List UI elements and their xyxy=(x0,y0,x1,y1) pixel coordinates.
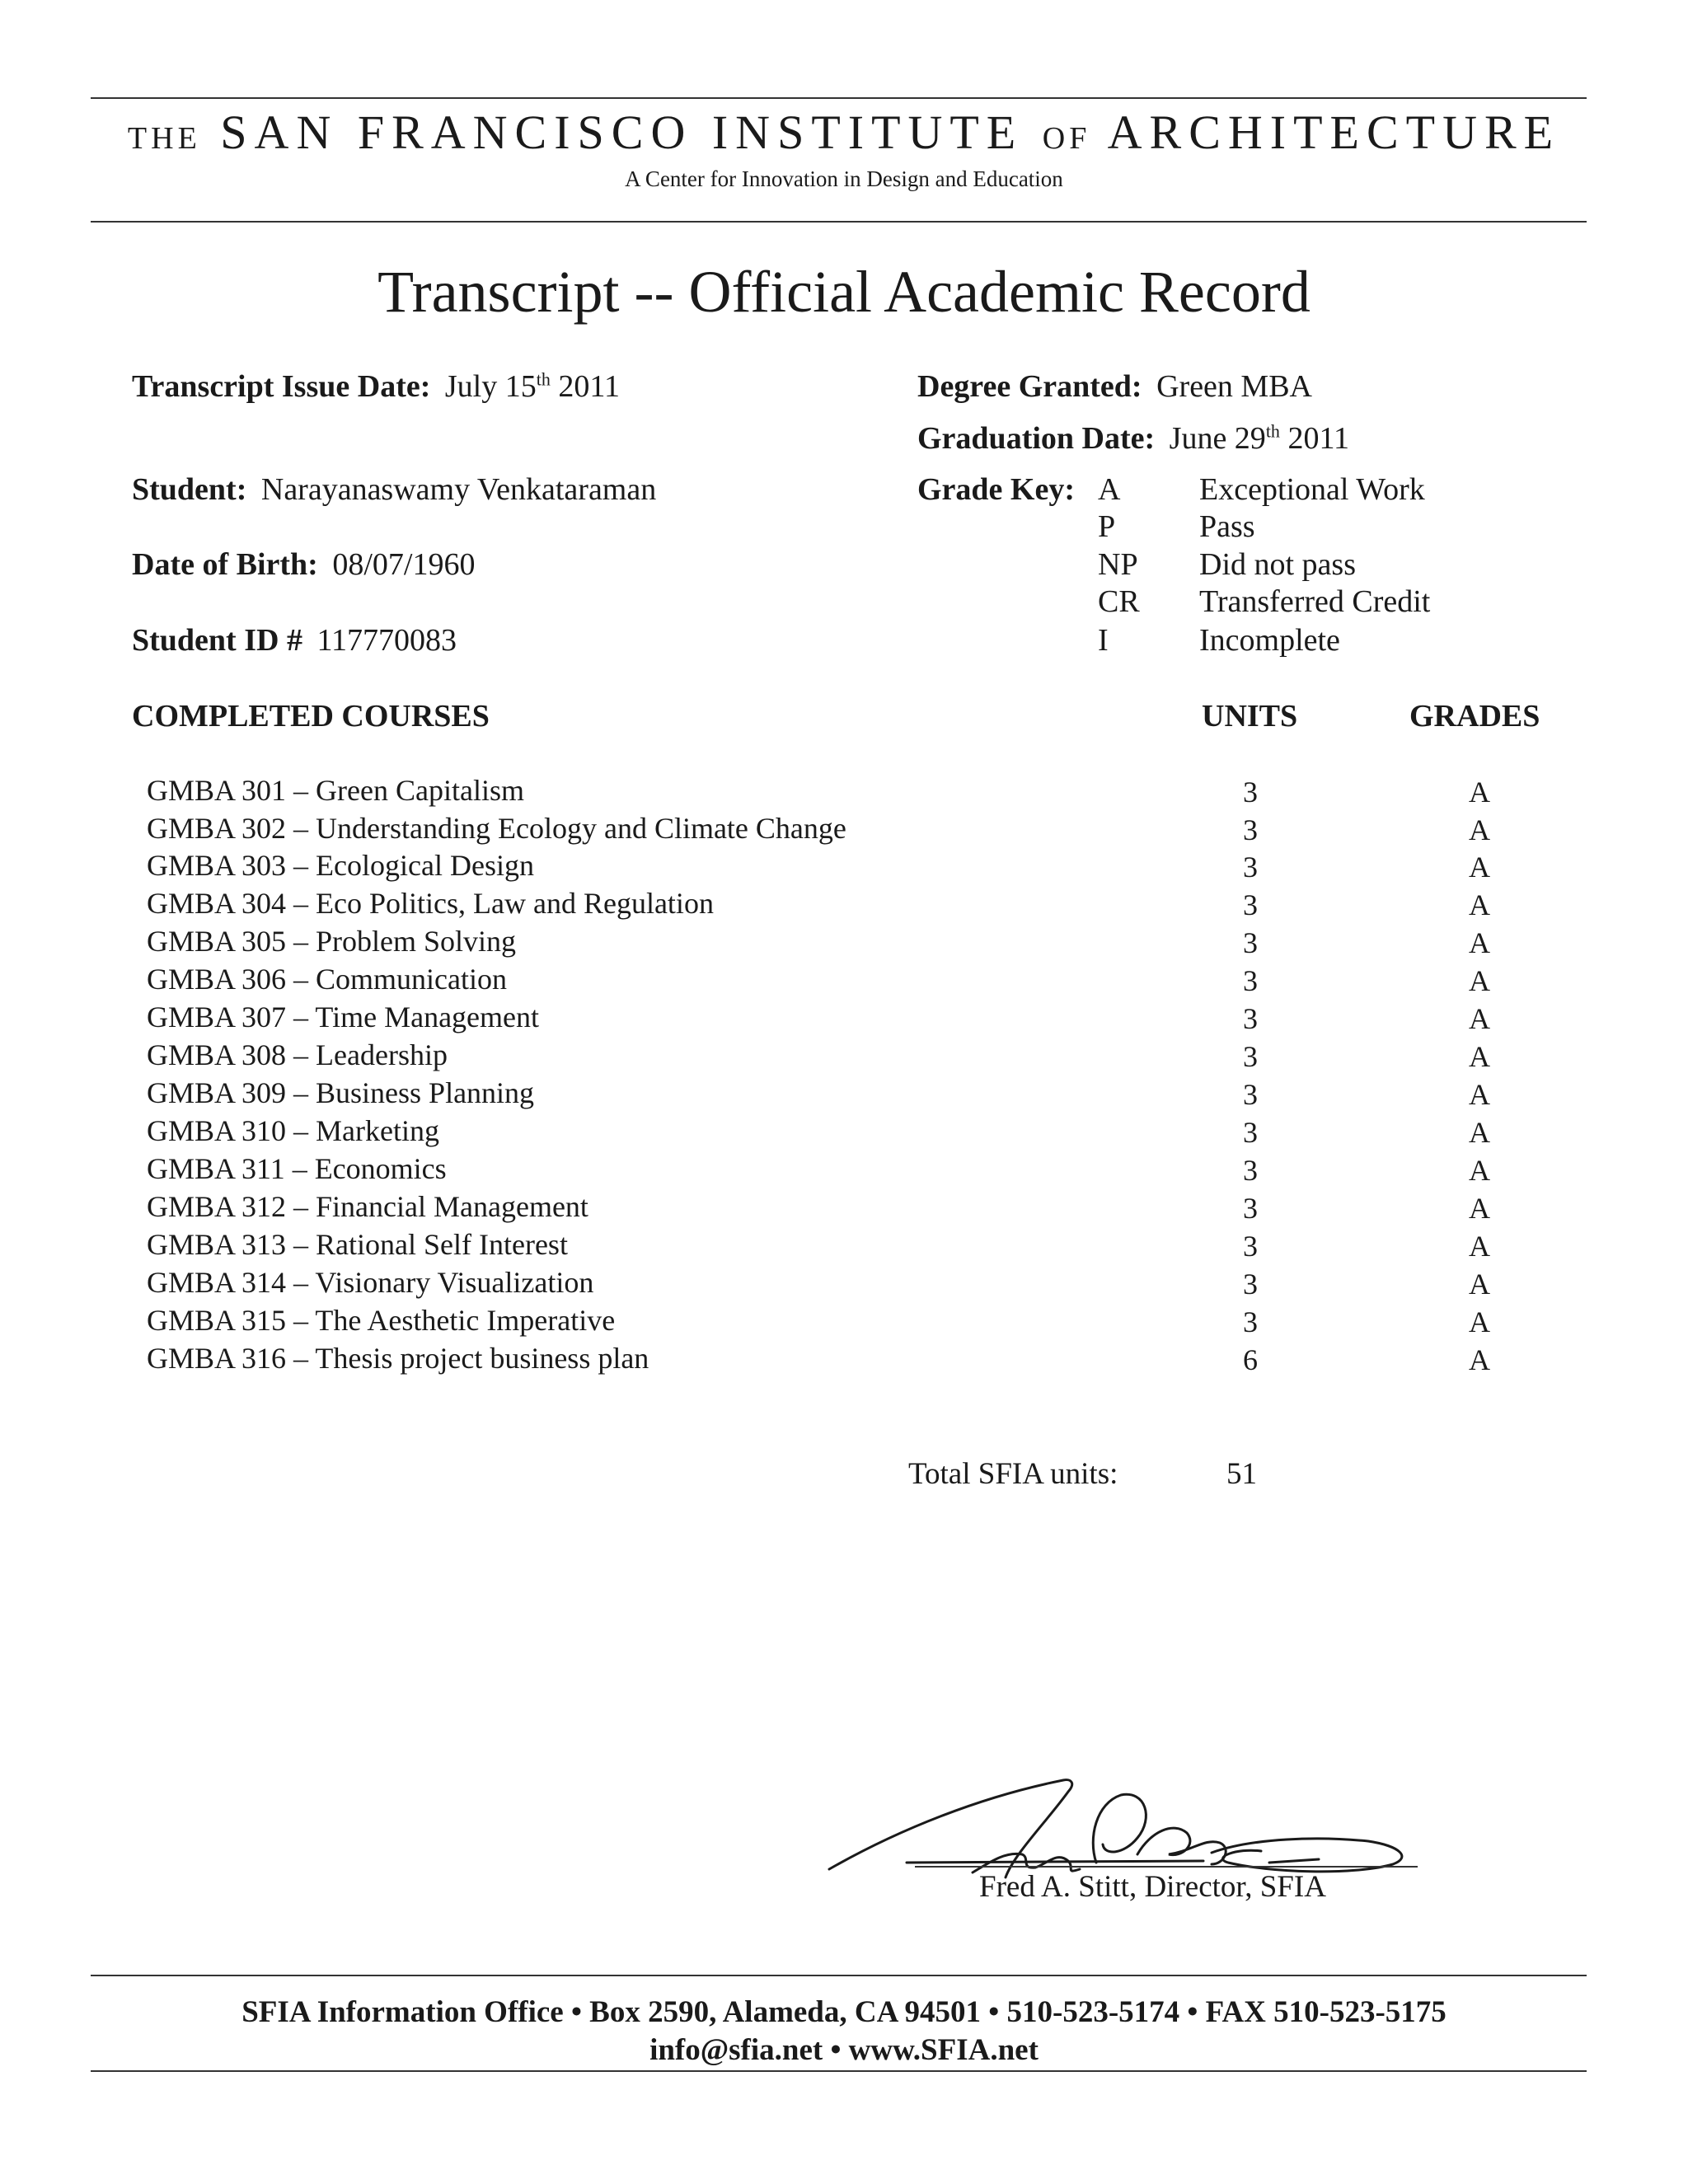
course-units: 3 xyxy=(1243,1078,1258,1111)
graduation-label: Graduation Date: xyxy=(917,421,1156,456)
institute-the: THE xyxy=(127,121,201,156)
footer-contact-line: SFIA Information Office • Box 2590, Alameda, CA 94501 • 510-523-5174 • FAX 510-523-5175 xyxy=(241,1995,1447,2029)
grades-heading: GRADES xyxy=(1409,699,1540,733)
course-name: GMBA 313 – Rational Self Interest xyxy=(147,1228,568,1261)
header-bottom-rule xyxy=(91,221,1587,223)
grade-key-meaning: Did not pass xyxy=(1199,547,1356,582)
dob-row xyxy=(132,546,475,583)
grade-key-code: P xyxy=(1098,509,1116,544)
graduation-value: June 29th 2011 xyxy=(1169,420,1350,456)
institute-name-part2: ARCHITECTURE xyxy=(1107,105,1561,159)
course-units: 3 xyxy=(1243,1192,1258,1225)
footer-web-line: info@sfia.net • www.SFIA.net xyxy=(649,2033,1039,2067)
student-id-value: 117770083 xyxy=(316,623,457,658)
graduation-row xyxy=(917,420,1349,457)
course-name: GMBA 312 – Financial Management xyxy=(147,1190,588,1223)
grade-key-meaning: Transferred Credit xyxy=(1199,584,1431,619)
grade-key-label: Grade Key: xyxy=(917,472,1076,507)
course-units: 3 xyxy=(1243,1154,1258,1187)
grade-key-meaning: Pass xyxy=(1199,509,1255,544)
grade-key-meaning: Incomplete xyxy=(1199,623,1340,658)
course-grade: A xyxy=(1469,1078,1490,1111)
course-units: 3 xyxy=(1243,813,1258,846)
signature-line xyxy=(915,1866,1418,1868)
student-label: Student: xyxy=(132,472,247,507)
course-units: 3 xyxy=(1243,1116,1258,1149)
dob-label: Date of Birth: xyxy=(132,547,318,582)
course-grade: A xyxy=(1469,851,1490,883)
course-name: GMBA 307 – Time Management xyxy=(147,1001,540,1033)
dob-value: 08/07/1960 xyxy=(332,547,476,582)
grade-key-code: I xyxy=(1098,623,1109,658)
course-grade: A xyxy=(1469,926,1490,959)
course-units: 3 xyxy=(1243,1305,1258,1338)
course-grade: A xyxy=(1469,813,1490,846)
course-name: GMBA 316 – Thesis project business plan xyxy=(147,1342,649,1375)
course-units: 3 xyxy=(1243,926,1258,959)
course-grade: A xyxy=(1469,1040,1490,1073)
course-grade: A xyxy=(1469,1343,1490,1376)
course-name: GMBA 311 – Economics xyxy=(147,1152,447,1185)
course-units: 3 xyxy=(1243,1268,1258,1301)
course-units: 3 xyxy=(1243,851,1258,883)
grade-key-code: A xyxy=(1098,472,1121,507)
course-name: GMBA 301 – Green Capitalism xyxy=(147,774,524,807)
course-units: 3 xyxy=(1243,888,1258,921)
student-id-row xyxy=(132,622,457,658)
grade-key-meaning: Exceptional Work xyxy=(1199,472,1425,507)
course-name: GMBA 309 – Business Planning xyxy=(147,1076,535,1109)
student-id-label: Student ID # xyxy=(132,623,302,658)
course-name: GMBA 303 – Ecological Design xyxy=(147,849,534,882)
document-title: Transcript -- Official Academic Record xyxy=(377,259,1311,325)
course-units: 3 xyxy=(1243,1040,1258,1073)
issue-date-label: Transcript Issue Date: xyxy=(132,369,431,404)
course-units: 3 xyxy=(1243,964,1258,997)
issue-date-row xyxy=(132,368,620,405)
signature-caption: Fred A. Stitt, Director, SFIA xyxy=(979,1870,1326,1904)
grade-key-code: NP xyxy=(1098,547,1138,582)
completed-courses-heading: COMPLETED COURSES xyxy=(132,699,490,733)
course-units: 3 xyxy=(1243,1230,1258,1263)
degree-row xyxy=(917,368,1312,405)
student-row xyxy=(132,471,656,508)
course-grade: A xyxy=(1469,1002,1490,1035)
course-name: GMBA 310 – Marketing xyxy=(147,1114,439,1147)
footer-top-rule xyxy=(91,1975,1587,1976)
course-grade: A xyxy=(1469,1154,1490,1187)
course-grade: A xyxy=(1469,888,1490,921)
course-grade: A xyxy=(1469,776,1490,808)
course-units: 6 xyxy=(1243,1343,1258,1376)
degree-label: Degree Granted: xyxy=(917,369,1142,404)
course-grade: A xyxy=(1469,1268,1490,1301)
institute-subtitle: A Center for Innovation in Design and Education xyxy=(625,166,1063,191)
course-grade: A xyxy=(1469,1116,1490,1149)
course-name: GMBA 308 – Leadership xyxy=(147,1038,448,1071)
total-units-value: 51 xyxy=(1226,1457,1257,1491)
course-name: GMBA 305 – Problem Solving xyxy=(147,925,517,958)
course-units: 3 xyxy=(1243,1002,1258,1035)
course-name: GMBA 302 – Understanding Ecology and Climate Change xyxy=(147,812,846,845)
institute-of: OF xyxy=(1042,121,1091,156)
course-grade: A xyxy=(1469,964,1490,997)
institute-name xyxy=(0,105,1688,159)
course-grade: A xyxy=(1469,1230,1490,1263)
course-name: GMBA 306 – Communication xyxy=(147,963,508,996)
institute-name-part1: SAN FRANCISCO INSTITUTE xyxy=(220,105,1024,159)
degree-value: Green MBA xyxy=(1156,369,1312,404)
course-units: 3 xyxy=(1243,776,1258,808)
issue-date-value: July 15th 2011 xyxy=(444,368,620,404)
course-grade: A xyxy=(1469,1192,1490,1225)
course-name: GMBA 314 – Visionary Visualization xyxy=(147,1266,594,1299)
course-name: GMBA 315 – The Aesthetic Imperative xyxy=(147,1304,616,1337)
student-name: Narayanaswamy Venkataraman xyxy=(260,472,657,507)
course-name: GMBA 304 – Eco Politics, Law and Regulation xyxy=(147,887,714,920)
header-top-rule xyxy=(91,97,1587,99)
units-heading: UNITS xyxy=(1202,699,1298,733)
footer-bottom-rule xyxy=(91,2070,1587,2072)
course-grade: A xyxy=(1469,1305,1490,1338)
grade-key-code: CR xyxy=(1098,584,1140,619)
total-units-label: Total SFIA units: xyxy=(908,1457,1118,1491)
